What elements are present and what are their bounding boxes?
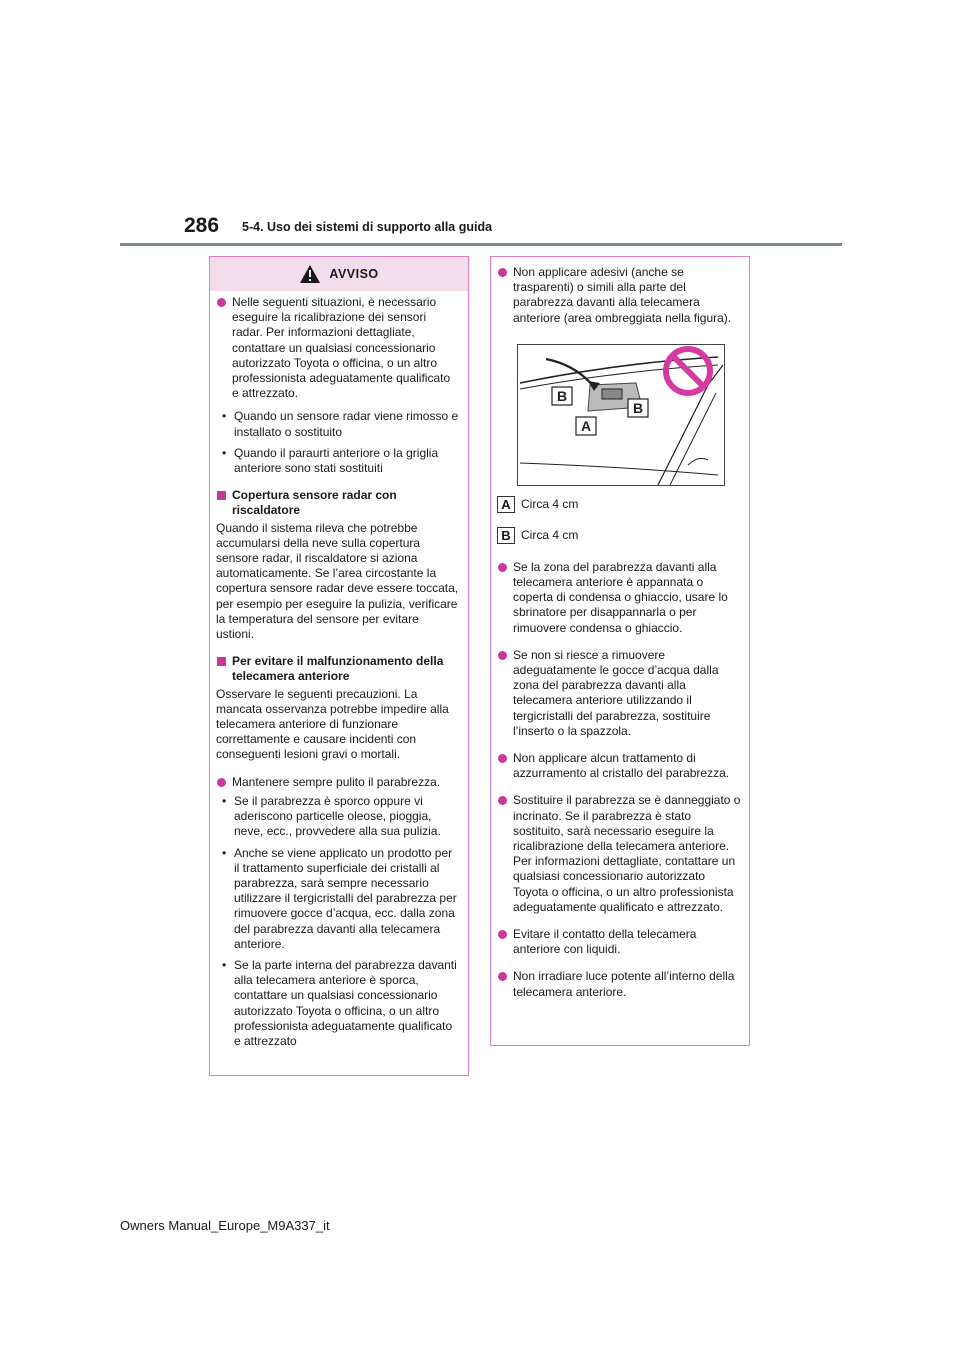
header-rule (120, 243, 842, 246)
bullet-text: Non applicare alcun trattamento di azzurramento al cristallo del parabrezza. (513, 751, 730, 781)
svg-text:B: B (632, 399, 644, 416)
figure-label-a (576, 417, 596, 435)
bullet-text: Non applicare adesivi (anche se trasparenti) o simili alla parte del parabrezza davanti alla telecamera anteriore (area ombreggiata nella figura). (513, 265, 732, 325)
bullet-dot (498, 972, 507, 981)
bullet-dot (217, 298, 226, 307)
square-marker (217, 491, 226, 500)
sub-text: Quando un sensore radar viene rimosso e installato o sostituito (234, 409, 459, 439)
subheading (216, 654, 460, 684)
bullet-text: Se non si riesce a rimuovere adeguatamente le gocce d’acqua dalla zona del parabrezza davanti alla telecamera anteriore utilizzando il tergicristalli del parabrezza, sostituire l’inserto o la spazzola. (513, 647, 719, 738)
list-item (216, 775, 460, 790)
bullet-text: Nelle seguenti situazioni, è necessario eseguire la ricalibrazione dei sensori radar. Per informazioni dettagliate, contattare un qualsiasi concessionario autorizzato Toyota o officina, o un altro professionista adeguatamente qualificato e attrezzato. (232, 295, 451, 401)
legend-key: B (497, 527, 515, 544)
subheading-text: Copertura sensore radar con riscaldatore (232, 488, 397, 518)
sub-text: Quando il paraurti anteriore o la griglia anteriore sono stati sostituiti (234, 445, 439, 476)
bullet-text: Non irradiare luce potente all’interno della telecamera anteriore. (513, 969, 735, 999)
figure-label-b-right (628, 399, 648, 417)
bullet-dot (498, 268, 507, 277)
sub-list-item: • Anche se viene applicato un prodotto per il trattamento superficiale dei cristalli al parabrezza, sarà sempre necessario utilizzare il tergicristalli del parabrezza per rimuovere gocce d’acqua, ecc. dalla zona del parabrezza davanti alla telecamera anteriore. (222, 846, 460, 952)
bullet-text: Se la zona del parabrezza davanti alla telecamera anteriore è appannata o coperta di condensa o ghiaccio, usare lo sbrinatore per disappannarla o per rimuovere condensa o ghiaccio. (513, 559, 728, 635)
list-item (497, 751, 741, 781)
square-marker (217, 657, 226, 666)
figure-label-b-left (552, 387, 572, 405)
list-item (497, 969, 741, 999)
warning-label: AVVISO (329, 267, 379, 281)
warning-header (210, 257, 468, 291)
sub-text: Se il parabrezza è sporco oppure vi aderiscono particelle oleose, pioggia, neve, ecc., provvedere alla sua pulizia. (234, 793, 441, 839)
bullet-text: Mantenere sempre pulito il parabrezza. (232, 774, 441, 789)
paragraph: Quando il sistema rileva che potrebbe accumularsi della neve sulla copertura sensore radar, il riscaldatore si aziona automaticamente. Se l’area circostante la copertura sensore radar deve essere toccata, per esempio per eseguire la pulizia, verificare la temperatura del sensore per evitare ustioni. (216, 520, 459, 642)
sub-list-item: • Se la parte interna del parabrezza davanti alla telecamera anteriore è sporca, contattare un qualsiasi concessionario autorizzato Toyota o officina, o un altro professionista adeguatamente qualificato e attrezzato (222, 958, 460, 1049)
section-title: 5-4. Uso dei sistemi di supporto alla guida (242, 220, 493, 234)
footer-text: Owners Manual_Europe_M9A337_it (120, 1218, 330, 1233)
subheading (216, 488, 460, 518)
subheading-text: Per evitare il malfunzionamento della telecamera anteriore (232, 654, 444, 684)
sub-text: Anche se viene applicato un prodotto per il trattamento superficiale dei cristalli al parabrezza, sarà sempre necessario utilizzare il tergicristalli del parabrezza per rimuovere gocce d’acqua, ecc. dalla zona del parabrezza davanti alla telecamera anteriore. (234, 845, 457, 951)
bullet-dot (498, 754, 507, 763)
sub-list-item: • Se il parabrezza è sporco oppure vi aderiscono particelle oleose, pioggia, neve, ecc., provvedere alla sua pulizia. (222, 794, 460, 840)
bullet-dot (498, 930, 507, 939)
svg-text:B: B (556, 387, 568, 404)
sub-text: Se la parte interna del parabrezza davanti alla telecamera anteriore è sporca, contattare un qualsiasi concessionario autorizzato Toyota o officina, o un altro professionista adeguatamente qualificato e attrezzato (234, 957, 457, 1048)
bullet-dot (217, 778, 226, 787)
windshield-illustration (518, 345, 724, 485)
legend-text: Circa 4 cm (521, 496, 579, 511)
legend-text: Circa 4 cm (521, 527, 579, 542)
legend-row-b (497, 527, 741, 544)
bullet-text: Evitare il contatto della telecamera anteriore con liquidi. (513, 927, 697, 957)
list-item (497, 265, 741, 326)
list-item (216, 295, 460, 401)
legend-key: A (497, 496, 515, 513)
sub-list-item: • Quando il paraurti anteriore o la griglia anteriore sono stati sostituiti (222, 446, 460, 476)
sub-list-item: • Quando un sensore radar viene rimosso e installato o sostituito (222, 409, 459, 439)
prohibition-icon (666, 349, 710, 393)
list-item (497, 648, 741, 739)
svg-text:A: A (580, 417, 592, 434)
bullet-text: Sostituire il parabrezza se è danneggiato o incrinato. Se il parabrezza è stato sostituito, sarà necessario eseguire la ricalibrazione della telecamera anteriore. Per informazioni dettagliate, contattare un qualsiasi concessionario autorizzato Toyota o officina, o un altro professionista adeguatamente qualificato e attrezzato. (513, 793, 741, 914)
page-number: 286 (184, 214, 220, 237)
bullet-dot (498, 651, 507, 660)
warning-box-right (490, 256, 750, 1046)
windshield-figure (517, 344, 725, 486)
list-item (497, 560, 741, 636)
bullet-dot (498, 796, 507, 805)
warning-box-left (209, 256, 469, 1076)
bullet-dot (498, 563, 507, 572)
legend-row-a (497, 496, 741, 513)
list-item (497, 793, 741, 915)
paragraph: Osservare le seguenti precauzioni. La mancata osservanza potrebbe impedire alla telecamera anteriore di funzionare correttamente e causare incidenti con conseguenti lesioni gravi o mortali. (216, 686, 449, 762)
warning-triangle-icon (299, 264, 321, 284)
list-item (497, 927, 741, 957)
